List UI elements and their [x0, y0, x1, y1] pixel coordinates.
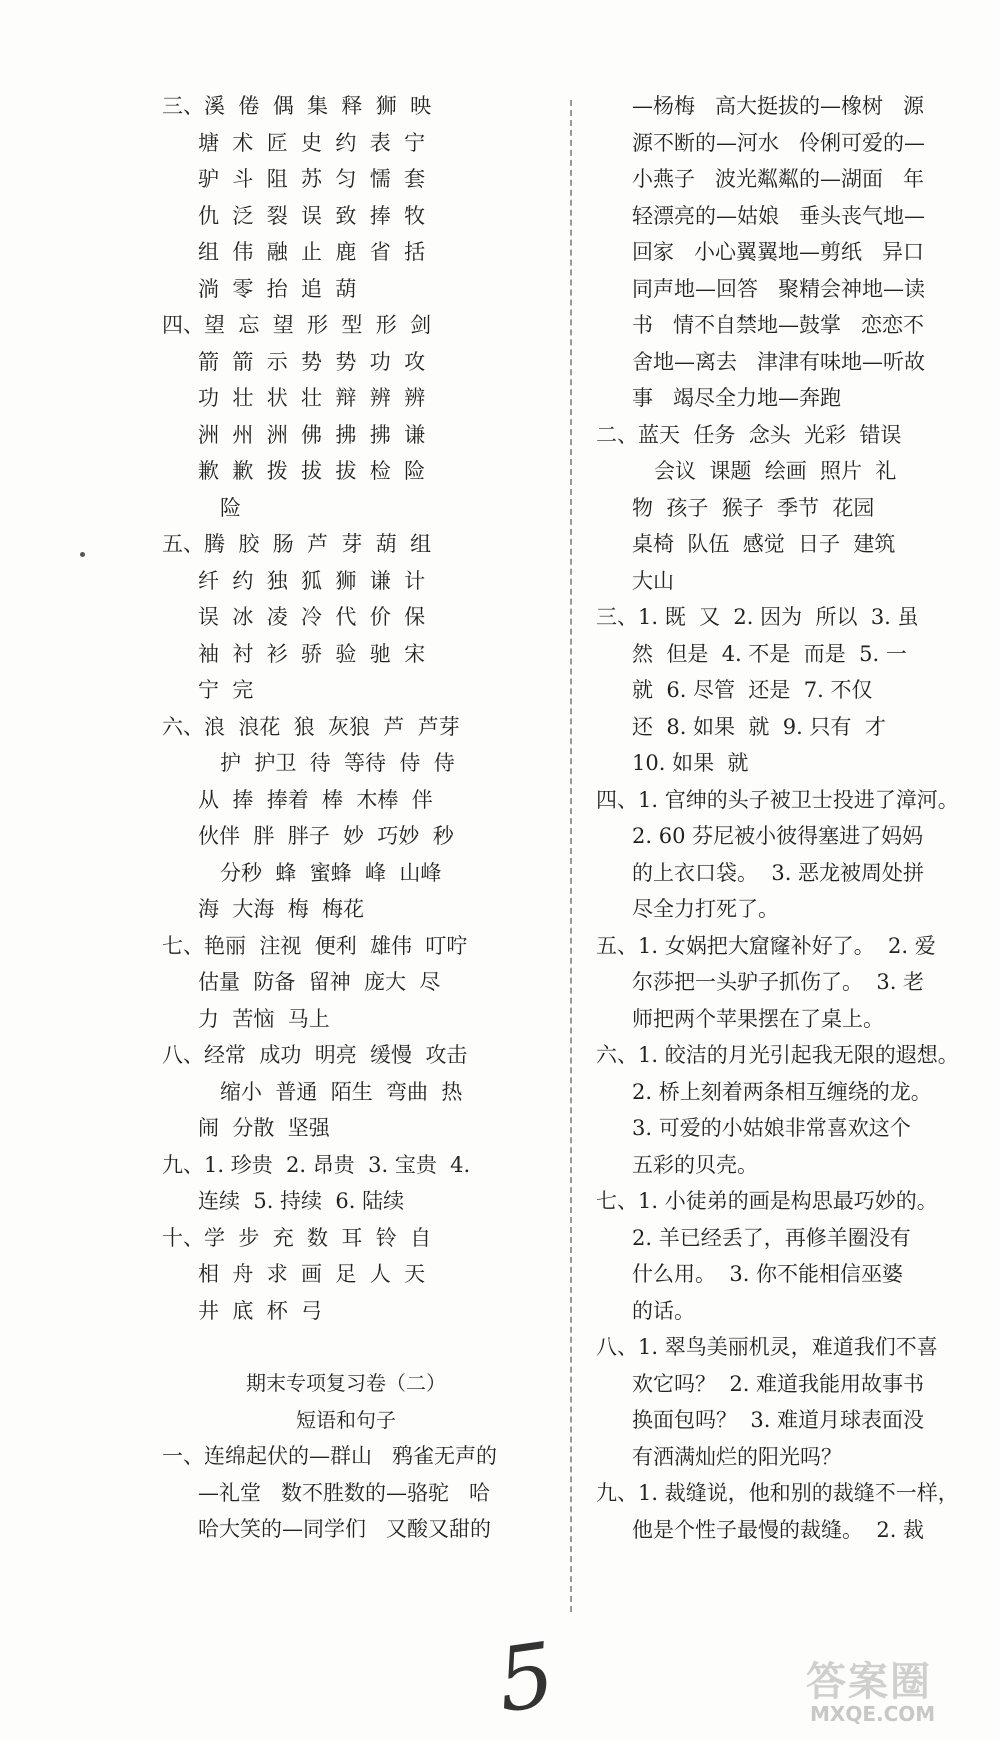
right-line: 八、1. 翠鸟美丽机灵，难道我们不喜	[596, 1335, 938, 1359]
left-line: 井 底 杯 弓	[198, 1298, 323, 1323]
watermark-url: MXQE.COM	[810, 1702, 936, 1726]
left-column	[162, 88, 560, 1548]
right-line: 他是个性子最慢的裁缝。 2. 裁	[632, 1517, 925, 1542]
left-line: 五、腾 胶 肠 芦 芽 葫 组	[162, 532, 432, 556]
right-line: 舍地—离去 津津有味地—听故	[632, 349, 926, 374]
left-line: 缩小 普通 陌生 弯曲 热	[220, 1079, 463, 1104]
right-line: 的上衣口袋。 3. 恶龙被周处拼	[632, 860, 925, 885]
right-line: 小燕子 波光粼粼的—湖面 年	[632, 167, 925, 191]
right-line: 事 竭尽全力地—奔跑	[632, 386, 842, 410]
left-line: 估量 防备 留神 庞大 尽	[198, 970, 441, 994]
left-line: 箭 箭 示 势 势 功 攻	[198, 349, 426, 374]
right-line: 2. 羊已经丢了，再修羊圈没有	[632, 1225, 911, 1250]
right-line: 尽全力打死了。	[632, 897, 779, 921]
left-line: 闹 分散 坚强	[198, 1116, 330, 1140]
left-line: 仇 泛 裂 误 致 捧 牧	[198, 203, 426, 228]
left-line: 宁 完	[198, 678, 254, 702]
stray-dot	[80, 552, 85, 557]
watermark	[800, 1650, 990, 1738]
right-line: —杨梅 高大挺拔的—橡树 源	[632, 94, 925, 118]
left-line: 四、望 忘 望 形 型 形 剑	[162, 313, 432, 337]
right-line: 就 6. 尽管 还是 7. 不仅	[632, 678, 873, 702]
left-line: 洲 州 洲 佛 拂 拂 谦	[198, 422, 426, 447]
left-line: 期末专项复习卷（二）	[246, 1371, 446, 1395]
right-column	[596, 88, 976, 1548]
left-line: 袖 衬 衫 骄 验 驰 宋	[198, 641, 426, 666]
left-line: 歉 歉 拨 拔 拔 检 险	[198, 459, 426, 483]
left-line: 塘 术 匠 史 约 表 宁	[198, 130, 426, 155]
right-line: 七、1. 小徒弟的画是构思最巧妙的。	[596, 1189, 938, 1213]
right-line: 回家 小心翼翼地—剪纸 异口	[632, 240, 925, 264]
left-line: 一、连绵起伏的—群山 鸦雀无声的	[162, 1444, 498, 1468]
left-line: 海 大海 梅 梅花	[198, 897, 365, 921]
left-line: 十、学 步 充 数 耳 铃 自	[162, 1225, 432, 1250]
watermark-title: 答案圈	[806, 1659, 932, 1705]
right-line: 2. 桥上刻着两条相互缠绕的龙。	[632, 1079, 932, 1104]
right-line: 10. 如果 就	[632, 751, 749, 775]
left-line: 淌 零 抬 追 葫	[198, 276, 357, 301]
right-line: 欢它吗？ 2. 难道我能用故事书	[632, 1371, 925, 1396]
left-line: 力 苦恼 马上	[198, 1006, 330, 1031]
right-line: 轻漂亮的—姑娘 垂头丧气地—	[632, 203, 926, 228]
left-line: 误 冰 凌 冷 代 价 保	[198, 605, 426, 629]
right-line: 大山	[632, 568, 674, 593]
right-line: 书 情不自禁地—鼓掌 恋恋不	[632, 313, 925, 337]
right-line: 桌椅 队伍 感觉 日子 建筑	[632, 532, 896, 556]
right-line: 有洒满灿烂的阳光吗？	[632, 1444, 842, 1469]
column-divider	[570, 100, 572, 1612]
right-line: 三、1. 既 又 2. 因为 所以 3. 虽	[596, 605, 919, 629]
left-line: —礼堂 数不胜数的—骆驼 哈	[198, 1480, 491, 1505]
page-number: 5	[491, 1622, 561, 1733]
right-line: 九、1. 裁缝说，他和别的裁缝不一样，	[596, 1481, 959, 1505]
left-line: 纤 约 独 狐 狮 谦 计	[198, 568, 426, 593]
left-line: 伙伴 胖 胖子 妙 巧妙 秒	[198, 824, 454, 848]
left-line: 从 捧 捧着 棒 木棒 伴	[198, 787, 433, 812]
right-line: 源不断的—河水 伶俐可爱的—	[632, 130, 926, 155]
left-line: 分秒 蜂 蜜蜂 峰 山峰	[220, 860, 442, 885]
right-line: 2. 60 芬尼被小彼得塞进了妈妈	[632, 824, 924, 848]
left-line: 险	[220, 495, 241, 520]
left-line: 短语和句子	[296, 1407, 396, 1432]
left-line: 六、浪 浪花 狼 灰狼 芦 芦芽	[162, 714, 460, 739]
right-line: 换面包吗？ 3. 难道月球表面没	[632, 1408, 925, 1432]
right-line: 五、1. 女娲把大窟窿补好了。 2. 爱	[596, 933, 936, 958]
left-line: 三、溪 倦 偶 集 释 狮 映	[162, 94, 432, 118]
left-line: 护 护卫 待 等待 侍 侍	[220, 751, 455, 775]
right-line: 四、1. 官绅的头子被卫士投进了漳河。	[596, 787, 959, 812]
right-line: 3. 可爱的小姑娘非常喜欢这个	[632, 1116, 911, 1140]
right-line: 师把两个苹果摆在了桌上。	[632, 1006, 884, 1031]
left-line: 功 壮 状 壮 辩 辨 辨	[198, 386, 426, 410]
right-line: 五彩的贝壳。	[632, 1152, 758, 1177]
left-line: 驴 斗 阻 苏 匀 懦 套	[198, 167, 426, 191]
left-line: 组 伟 融 止 鹿 省 括	[198, 240, 426, 264]
right-line: 什么用。 3. 你不能相信巫婆	[632, 1262, 904, 1286]
right-line: 会议 课题 绘画 照片 礼	[654, 459, 897, 483]
right-line: 二、蓝天 任务 念头 光彩 错误	[596, 422, 902, 447]
right-line: 还 8. 如果 就 9. 只有 才	[632, 714, 886, 739]
left-line: 九、1. 珍贵 2. 昂贵 3. 宝贵 4.	[162, 1152, 471, 1177]
left-line: 八、经常 成功 明亮 缓慢 攻击	[162, 1043, 468, 1067]
left-line	[162, 1329, 560, 1365]
right-line: 同声地—回答 聚精会神地—读	[632, 276, 926, 301]
right-line: 六、1. 皎洁的月光引起我无限的遐想。	[596, 1043, 959, 1067]
right-line: 的话。	[632, 1298, 695, 1323]
right-line: 然 但是 4. 不是 而是 5. 一	[632, 641, 907, 666]
left-line: 七、艳丽 注视 便利 雄伟 叮咛	[162, 933, 468, 958]
right-line: 尔莎把一头驴子抓伤了。 3. 老	[632, 970, 925, 994]
left-line: 相 舟 求 画 足 人 天	[198, 1262, 426, 1286]
left-line: 哈大笑的—同学们 又酸又甜的	[198, 1517, 492, 1541]
left-line: 连续 5. 持续 6. 陆续	[198, 1189, 405, 1213]
right-line: 物 孩子 猴子 季节 花园	[632, 495, 875, 520]
